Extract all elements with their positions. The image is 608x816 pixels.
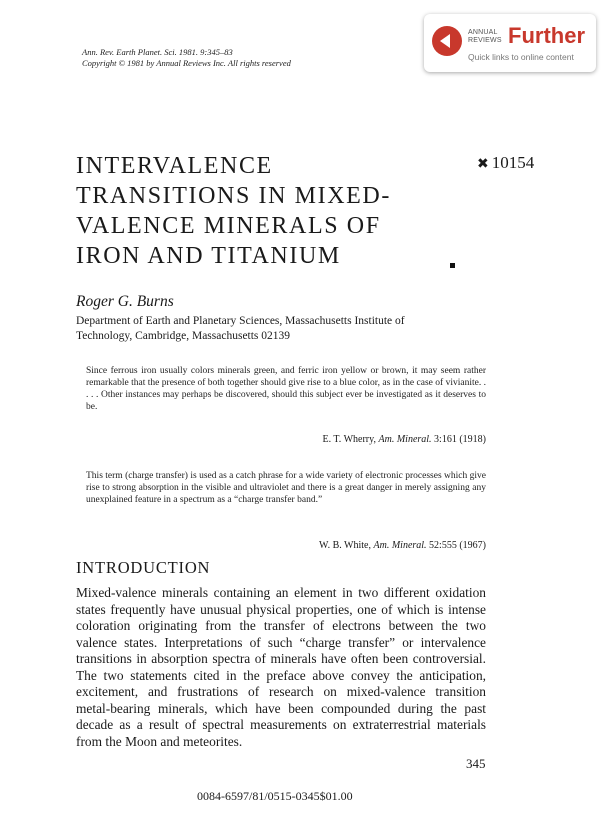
body-line: Mixed-valence minerals containing an element in two different oxidation <box>76 585 486 600</box>
further-word: Further <box>508 23 585 48</box>
reference-number: ✖ 10154 <box>477 153 535 172</box>
body-line: valence states. Interpretations of such “charge transfer” or intervalence <box>76 634 486 650</box>
further-badge[interactable] <box>424 14 596 72</box>
back-arrow-icon <box>432 26 462 56</box>
title-line: INTERVALENCE <box>76 153 273 179</box>
body-line: decade as a result of spectral measurements on extraterrestrial materials <box>76 717 486 732</box>
epigraph-text: Since ferrous iron usually colors minerals green, and ferric iron yellow or brown, it may seem rather remarkable that the presence of both together should give rise to a blue color, as in the case of vivianite. . . . . Other instances may perhaps be discovered, should this subject ever be investigated as it deserves to be. <box>86 366 486 412</box>
body-line: states frequently have unusual physical properties, one of which is intense <box>76 601 486 617</box>
section-heading: INTRODUCTION <box>76 558 211 577</box>
annual-reviews-logo: ANNUAL REVIEWS <box>468 29 502 44</box>
author-name: Roger G. Burns <box>76 293 174 310</box>
author-affiliation: Department of Earth and Planetary Sciences, Massachusetts Institute of Technology, Cambridge, Massachusetts 02139 <box>76 315 405 342</box>
copyright-line: Copyright © 1981 by Annual Reviews Inc. All rights reserved <box>82 58 291 68</box>
journal-citation <box>82 47 291 69</box>
article-title <box>76 151 391 271</box>
body-line: coloration originating from the transfer of electrons between the two <box>76 618 486 633</box>
x-mark-icon: ✖ <box>477 157 489 172</box>
further-tagline: Quick links to online content <box>468 52 574 62</box>
introduction-paragraph <box>76 585 486 750</box>
title-line: IRON AND TITANIUM <box>76 243 341 269</box>
epigraph-citation: E. T. Wherry, Am. Mineral. 3:161 (1918) <box>322 434 486 445</box>
body-line: from the Moon and meteorites. <box>76 733 243 749</box>
epigraph-citation: W. B. White, Am. Mineral. 52:555 (1967) <box>319 540 486 551</box>
title-line: VALENCE MINERALS OF <box>76 213 381 239</box>
journal-line: Ann. Rev. Earth Planet. Sci. 1981. 9:345–83 <box>82 47 233 57</box>
body-line: metal-bearing minerals, which have been compounded during the past <box>76 700 486 716</box>
marker-dot <box>450 263 455 268</box>
body-line: The two statements cited in the preface above convey the anticipation, <box>76 667 486 683</box>
footer-code: 0084-6597/81/0515-0345$01.00 <box>197 789 353 803</box>
title-line: TRANSITIONS IN MIXED- <box>76 183 391 209</box>
body-line: transitions in absorption spectra of minerals have often been controversial. <box>76 651 486 666</box>
body-line: excitement, and frustrations of research on mixed-valence transition <box>76 684 486 699</box>
epigraph-text: This term (charge transfer) is used as a catch phrase for a wide variety of electronic processes which give rise to strong absorption in the visible and ultraviolet and there is a great danger in merely assigning any unexplained feature in a spectrum as a “charge transfer band.” <box>86 471 486 505</box>
page-number: 345 <box>466 756 486 771</box>
